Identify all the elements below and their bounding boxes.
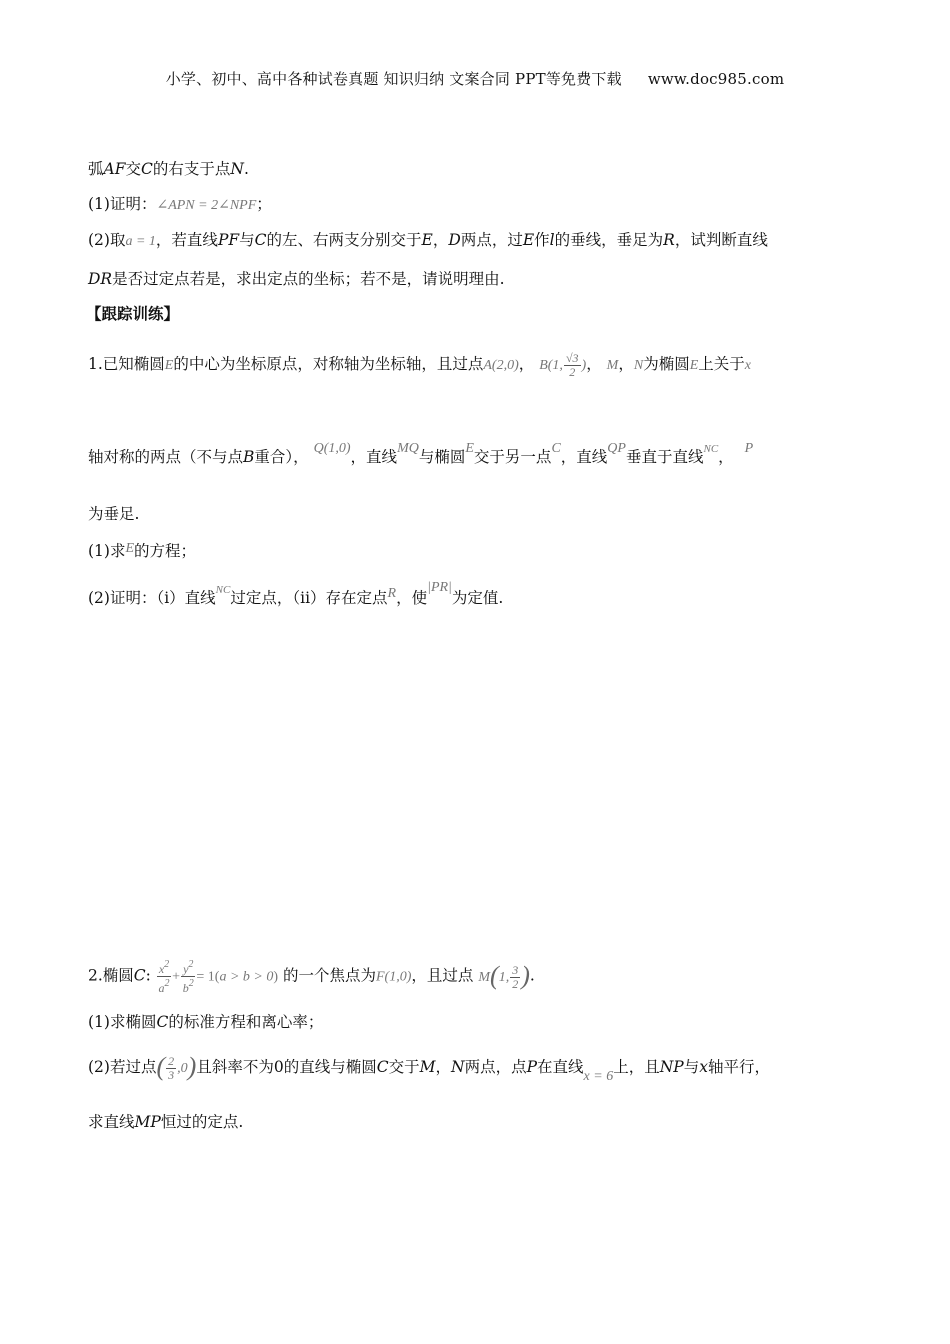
- q2-part-1: (1)求椭圆C的标准方程和离心率；: [88, 1013, 324, 1031]
- section-title: 【跟踪训练】: [86, 304, 180, 323]
- q1-part-1: (1)求E的方程；: [88, 541, 197, 560]
- header-site[interactable]: www.doc985.com: [647, 70, 785, 88]
- header-text: 小学、初中、高中各种试卷真题 知识归纳 文案合同 PPT等免费下载: [165, 70, 622, 88]
- prev-line-4: DR是否过定点若是，求出定点的坐标；若不是，请说明理由.: [88, 270, 505, 288]
- fraction-y2-b2: $\frac{y^2}{b^2}$: [182, 959, 194, 995]
- q1-line-1: 1.已知椭圆E的中心为坐标原点，对称轴为坐标轴，且过点A(2,0)， B(1, $\frac{√3}{2}$ )， M，N为椭圆E上关于x: [88, 351, 751, 380]
- prev-line-2: (1)证明：∠APN = 2∠NPF；: [88, 195, 272, 213]
- line-x-6: x = 6: [583, 1069, 614, 1084]
- point-a: A(2,0): [483, 358, 519, 373]
- q1-line-3: 为垂足.: [88, 505, 140, 523]
- q1-line-2: 轴对称的两点（不与点B重合）， Q(1,0)，直线MQ与椭圆E交于另一点C，直线QP垂直于直线$^{NC}$， P: [88, 441, 754, 466]
- q2-line-3: 求直线MP恒过的定点.: [88, 1113, 244, 1131]
- point-two-thirds: ( $\frac{2}{3}$ ,0): [156, 1052, 197, 1083]
- point-q: Q(1,0): [313, 441, 351, 456]
- page-header: [0, 68, 950, 89]
- prev-line-3: (2)取a = 1，若直线PF与C的左、右两支分别交于E，D两点，过E作l的垂线，垂足为R，试判断直线: [88, 231, 768, 249]
- q2-part-2: (2)若过点( $\frac{2}{3}$ ,0)且斜率不为0的直线与椭圆C交于M，N两点，点P在直线x = 6上，且NP与x轴平行，: [88, 1052, 770, 1084]
- q2-line-1: 2.椭圆C: $\frac{x^2}{a^2}$ + $\frac{y^2}{b^2}$ = 1(a > b > 0) 的一个焦点为F(1,0)，且过点 M(1, $\frac{3}{2}$ ).: [88, 959, 535, 995]
- angle-equation: ∠APN = 2∠NPF: [156, 198, 257, 213]
- fraction-x2-a2: $\frac{x^2}{a^2}$: [158, 959, 170, 995]
- q1-part-2: (2)证明：（i）直线$^{NC}$过定点，（ii）存在定点R，使|PR|为定值.: [88, 580, 504, 607]
- focus-f: F(1,0): [376, 969, 412, 985]
- point-b: B(1, $\frac{√3}{2}$ ): [539, 351, 587, 380]
- point-m: M(1, $\frac{3}{2}$ ): [478, 960, 530, 991]
- prev-line-1: 弧AF交C的右支于点N.: [88, 160, 249, 178]
